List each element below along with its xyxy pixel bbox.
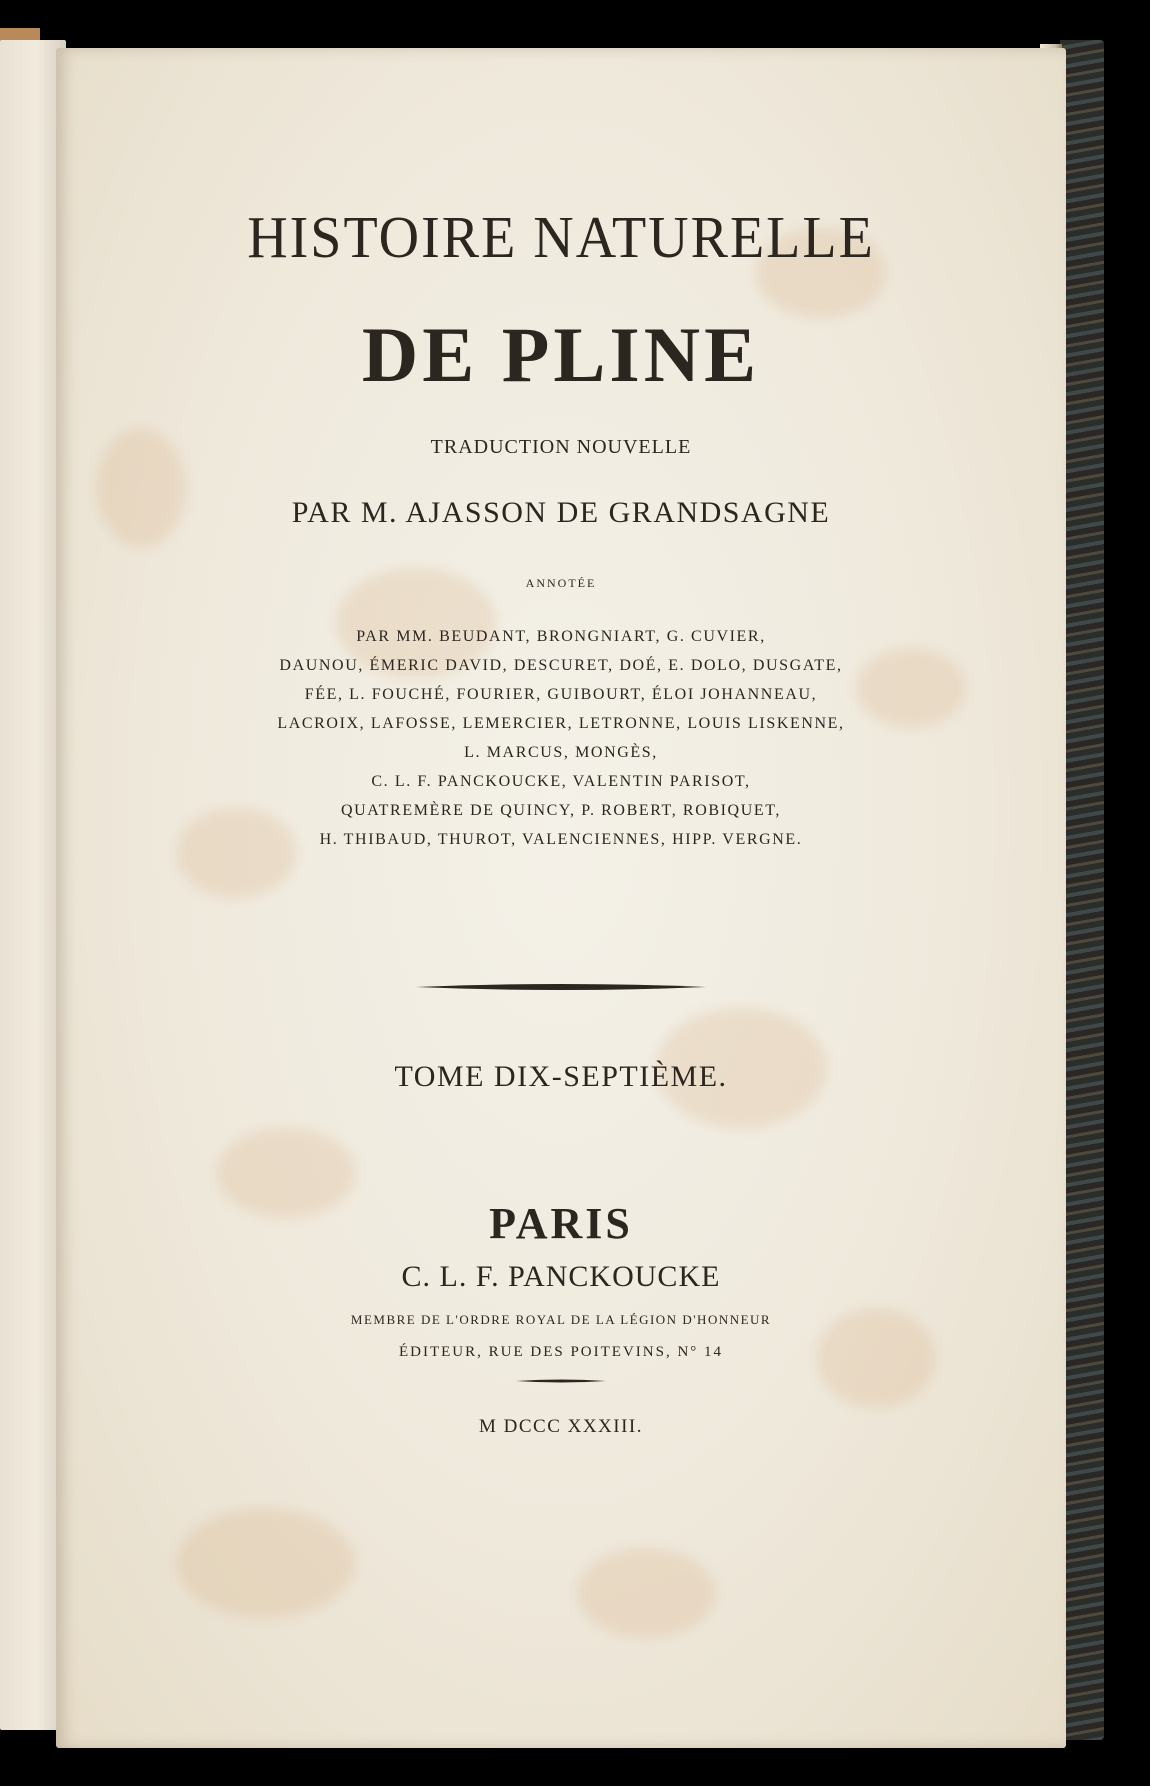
subtitle: TRADUCTION NOUVELLE — [430, 436, 692, 458]
contributors-line: PAR MM. BEUDANT, BRONGNIART, G. CUVIER, — [356, 628, 766, 645]
contributors-line: QUATREMÈRE DE QUINCY, P. ROBERT, ROBIQUET, — [340, 802, 782, 819]
publisher-name: C. L. F. PANCKOUCKE — [401, 1260, 721, 1293]
contributors-line: L. MARCUS, MONGÈS, — [464, 744, 658, 761]
title-line-2: DE PLINE — [361, 311, 761, 398]
title-page-content — [56, 48, 1066, 1748]
contributors-list — [56, 622, 1066, 854]
contributors-line: H. THIBAUD, THUROT, VALENCIENNES, HIPP. VERGNE. — [319, 831, 803, 848]
title-page — [56, 48, 1066, 1748]
publication-city: PARIS — [489, 1199, 633, 1248]
marbled-board — [1060, 40, 1104, 1740]
translator-credit: PAR M. AJASSON DE GRANDSAGNE — [291, 496, 831, 529]
small-rule — [516, 1378, 606, 1384]
ornamental-rule — [416, 982, 706, 992]
title-line-1: HISTOIRE NATURELLE — [247, 205, 875, 271]
publisher-address: ÉDITEUR, RUE DES POITEVINS, N° 14 — [398, 1344, 724, 1360]
contributors-line: C. L. F. PANCKOUCKE, VALENTIN PARISOT, — [371, 773, 751, 790]
contributors-line: LACROIX, LAFOSSE, LEMERCIER, LETRONNE, LOUIS LISKENNE, — [277, 715, 845, 732]
volume-number: TOME DIX-SEPTIÈME. — [394, 1060, 728, 1093]
contributors-line: FÉE, L. FOUCHÉ, FOURIER, GUIBOURT, ÉLOI JOHANNEAU, — [304, 686, 818, 703]
contributors-line: DAUNOU, ÉMERIC DAVID, DESCURET, DOÉ, E. DOLO, DUSGATE, — [279, 657, 843, 674]
publisher-title: MEMBRE DE L'ORDRE ROYAL DE LA LÉGION D'HONNEUR — [350, 1312, 772, 1327]
annotated-label: ANNOTÉE — [525, 576, 597, 590]
publication-year: M DCCC XXXIII. — [478, 1416, 644, 1437]
